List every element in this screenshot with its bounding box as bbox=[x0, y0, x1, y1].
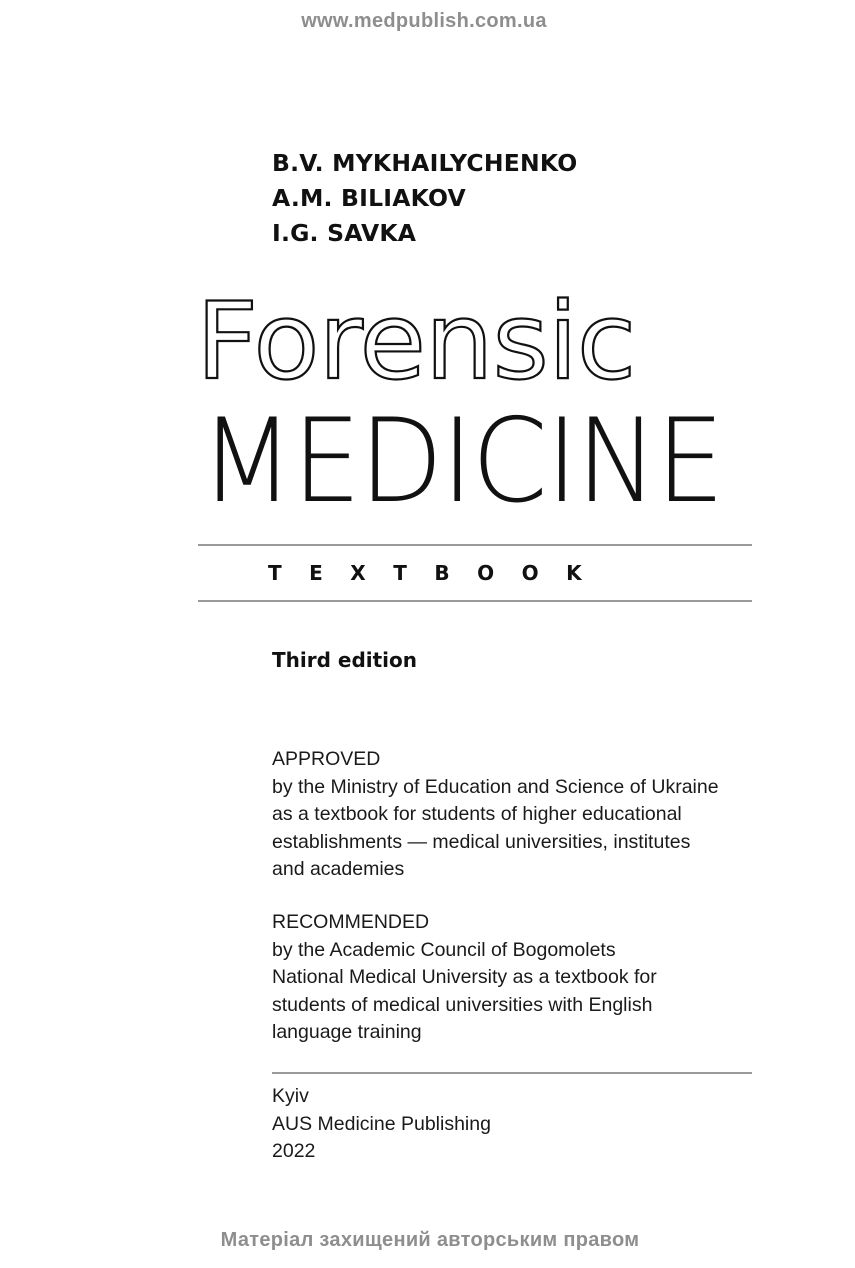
author-name: B.V. MYKHAILYCHENKO bbox=[272, 149, 578, 177]
divider-imprint bbox=[272, 1072, 752, 1074]
book-type-label: TEXTBOOK bbox=[268, 561, 610, 585]
author-list bbox=[272, 146, 577, 251]
publisher-imprint bbox=[272, 1083, 491, 1166]
book-title-line-2: MEDICINE bbox=[200, 394, 723, 529]
approval-text-line: establishments — medical universities, institutes bbox=[272, 830, 691, 853]
author-name: A.M. BILIAKOV bbox=[272, 184, 466, 212]
recommendation-heading: RECOMMENDED bbox=[272, 911, 430, 933]
author-name: I.G. SAVKA bbox=[272, 219, 417, 247]
approval-text-line: by the Ministry of Education and Science of Ukraine bbox=[272, 775, 719, 798]
divider-bottom bbox=[198, 600, 752, 602]
imprint-year: 2022 bbox=[272, 1140, 316, 1163]
recommendation-text-line: students of medical universities with English bbox=[272, 993, 653, 1016]
imprint-publisher: AUS Medicine Publishing bbox=[272, 1112, 491, 1135]
watermark-url: www.medpublish.com.ua bbox=[301, 10, 547, 32]
recommendation-text-line: language training bbox=[272, 1021, 422, 1044]
approval-statement bbox=[272, 746, 719, 884]
edition-label: Third edition bbox=[272, 648, 418, 672]
divider-top bbox=[198, 544, 752, 546]
recommendation-text-line: National Medical University as a textbook for bbox=[272, 966, 657, 989]
approval-text-line: as a textbook for students of higher educational bbox=[272, 803, 682, 826]
recommendation-text-line: by the Academic Council of Bogomolets bbox=[272, 938, 616, 961]
approval-text-line: and academies bbox=[272, 858, 405, 881]
approval-heading: APPROVED bbox=[272, 748, 381, 770]
copyright-watermark: Матеріал захищений авторським правом bbox=[220, 1229, 640, 1251]
recommendation-statement bbox=[272, 909, 657, 1047]
imprint-city: Kyiv bbox=[272, 1085, 309, 1107]
book-title-line-1: Forensic bbox=[196, 280, 636, 403]
